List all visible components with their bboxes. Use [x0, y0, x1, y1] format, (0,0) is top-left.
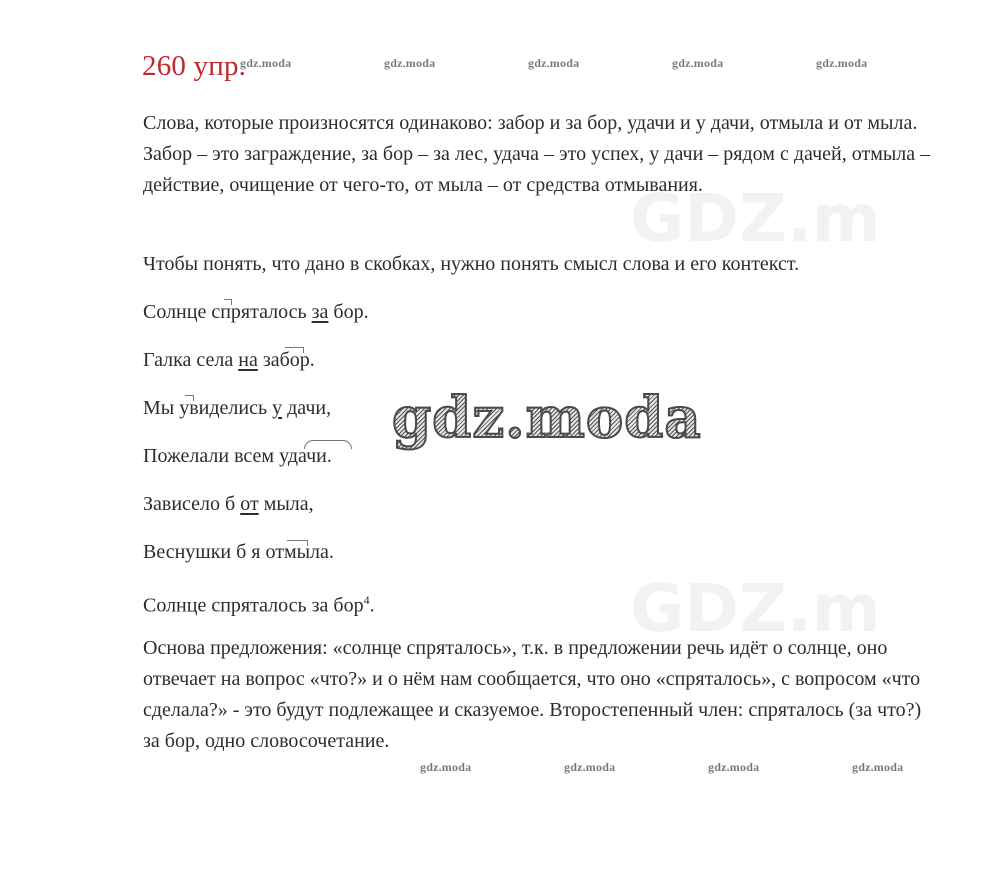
morpheme-mark — [224, 299, 232, 305]
exercise-title: 260 упр. — [142, 50, 247, 82]
sentence-text: Зависело б — [143, 493, 241, 515]
analysis-paragraph: Основа предложения: «солнце спряталось», т.к. в предложении речь идёт о солнце, оно отвечает на вопрос «что?» и о нём нам сообщается, что оно «спряталось», с вопросом «что сделала?» - это будут подлежащее и сказуемое. Второстепенный член: спряталось (за что?) за бор, одно словосочетание. — [143, 637, 922, 752]
watermark-small: gdz.moda — [528, 56, 580, 70]
sentence-5 — [143, 489, 314, 520]
sentence-text: дачи, — [282, 397, 332, 419]
sentence-text: забор. — [257, 349, 315, 371]
watermark-small: gdz.moda — [852, 760, 904, 774]
parse-number: 4 — [363, 593, 370, 607]
intro-paragraph: Слова, которые произносятся одинаково: забор и за бор, удачи и у дачи, отмыла и от мыла. Забор – это заграждение, за бор – за лес, удача – это успех, у дачи – рядом с дачей, отмыла – действие, очищение от чего-то, от мыла – от средства отмывания. — [143, 112, 931, 196]
sentence-4: Пожелали всем удачи. — [143, 445, 332, 467]
morpheme-mark — [185, 395, 194, 401]
preposition: за — [311, 301, 329, 323]
sentence-6: Веснушки б я отмыла. — [143, 541, 334, 563]
morpheme-mark — [287, 540, 308, 546]
watermark-small: gdz.moda — [420, 760, 472, 774]
preposition: у — [272, 397, 283, 419]
preposition: на — [238, 349, 258, 371]
watermark-small: gdz.moda — [384, 56, 436, 70]
sentence-1 — [143, 297, 369, 328]
sentence-text: бор. — [328, 301, 369, 323]
sentence-3 — [143, 393, 331, 424]
watermark-small: gdz.moda — [240, 56, 292, 70]
watermark-ghost: GDZ.m — [630, 180, 881, 257]
sentence-7 — [143, 585, 375, 622]
sentence-text: Солнце спряталось — [143, 301, 312, 323]
watermark-small: gdz.moda — [672, 56, 724, 70]
sentence-text: . — [369, 594, 375, 617]
sentence-text: Галка села — [143, 349, 239, 371]
sentence-text: Солнце спряталось за бор — [143, 594, 364, 617]
watermark-logo: gdz.moda — [392, 385, 702, 451]
explain-paragraph: Чтобы понять, что дано в скобках, нужно понять смысл слова и его контекст. — [143, 253, 800, 275]
watermark-small: gdz.moda — [816, 56, 868, 70]
morpheme-mark — [285, 347, 304, 353]
watermark-small: gdz.moda — [564, 760, 616, 774]
watermark-small: gdz.moda — [708, 760, 760, 774]
sentence-text: Мы увиделись — [143, 397, 273, 419]
preposition: от — [240, 493, 259, 515]
sentence-text: мыла, — [258, 493, 314, 515]
watermark-ghost: GDZ.m — [630, 570, 881, 647]
root-arc — [304, 440, 352, 449]
